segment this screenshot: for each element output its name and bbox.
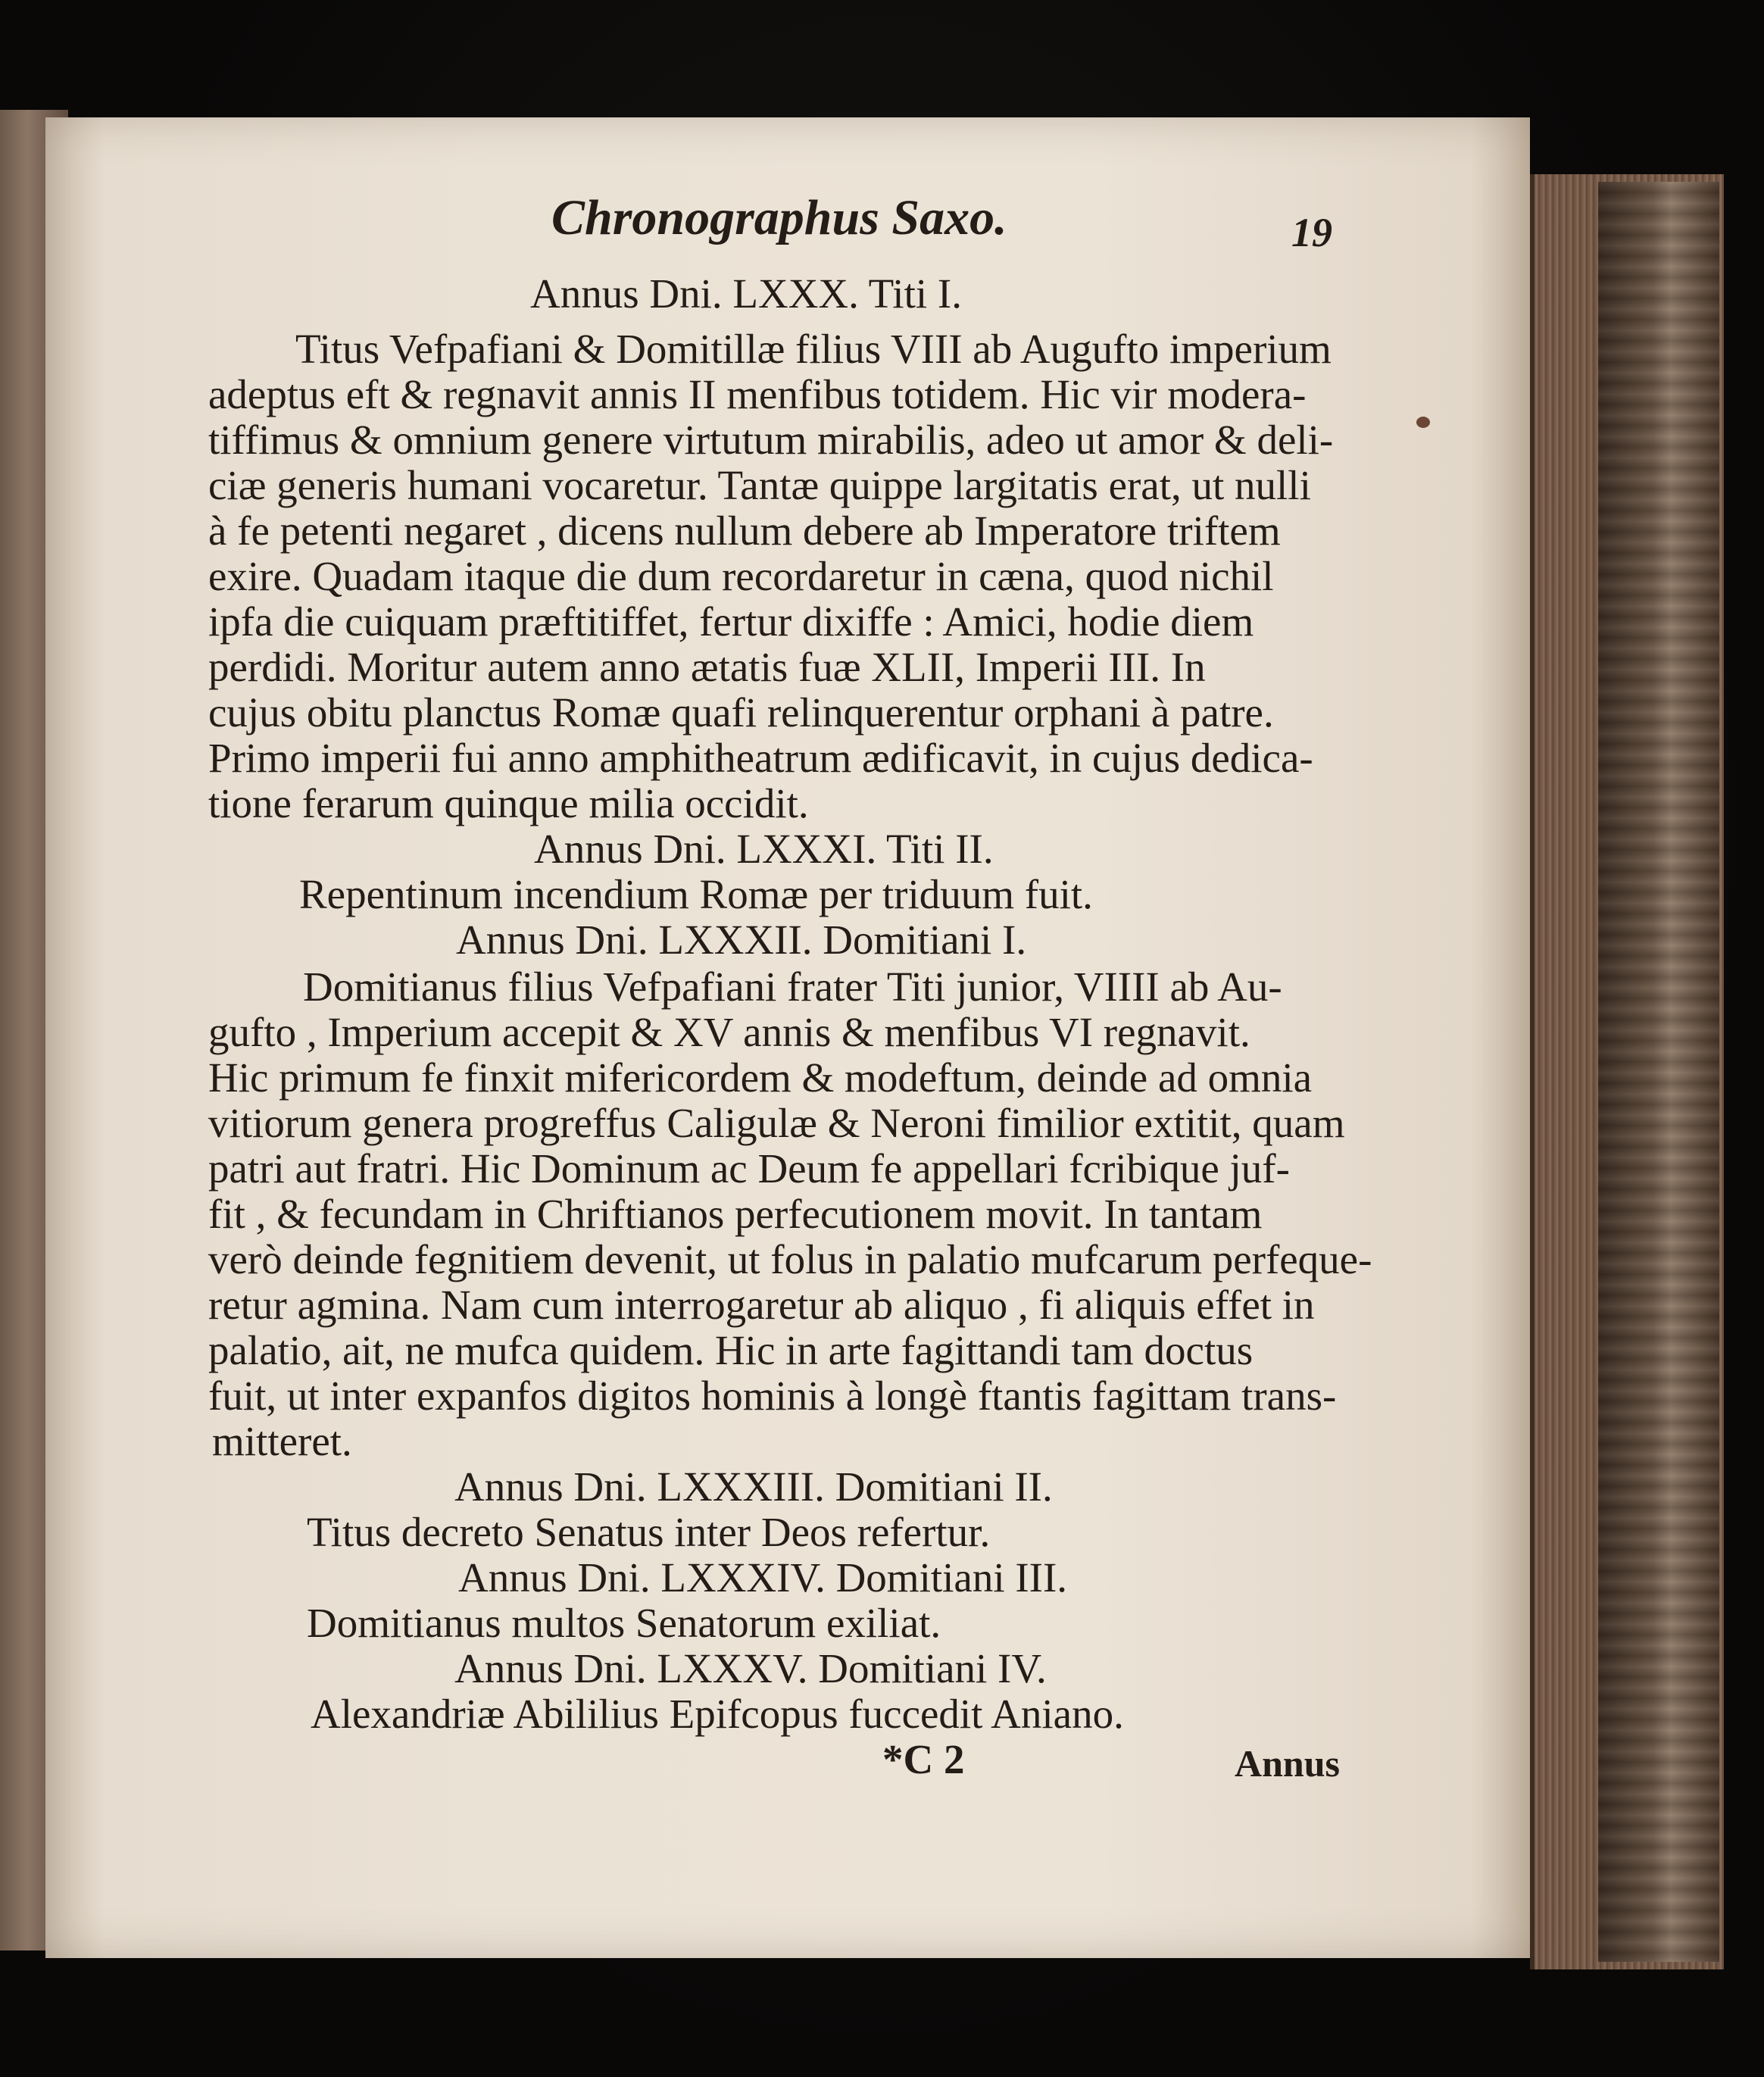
- text-line: Domitianus multos Senatorum exiliat.: [307, 1600, 941, 1646]
- book-page: [45, 117, 1530, 1958]
- text-line: exire. Quadam itaque die dum recordaretur in cæna, quod nichil: [208, 553, 1274, 599]
- entry-heading: Annus Dni. LXXXIV. Domitiani III.: [458, 1554, 1068, 1601]
- text-line: retur agmina. Nam cum interrogaretur ab aliquo , fi aliquis effet in: [208, 1282, 1315, 1328]
- book-cover-board: [1598, 182, 1719, 1962]
- text-line: vitiorum genera progreffus Caligulæ & Neroni fimilior extitit, quam: [208, 1100, 1345, 1146]
- text-line: Repentinum incendium Romæ per triduum fuit.: [299, 871, 1093, 917]
- entry-heading: Annus Dni. LXXXI. Titi II.: [534, 826, 994, 872]
- signature-mark: *C 2: [882, 1736, 965, 1782]
- text-line: mitteret.: [212, 1418, 352, 1464]
- text-line: gufto , Imperium accepit & XV annis & menfibus VI regnavit.: [208, 1009, 1250, 1055]
- text-line: tiffimus & omnium genere virtutum mirabilis, adeo ut amor & deli-: [208, 417, 1334, 463]
- catchword: Annus: [1235, 1742, 1340, 1785]
- text-line: Alexandriæ Abililius Epifcopus fuccedit Aniano.: [311, 1691, 1124, 1737]
- text-line: verò deinde fegnitiem devenit, ut folus in palatio mufcarum perfeque-: [208, 1236, 1372, 1282]
- text-line: Primo imperii fui anno amphitheatrum ædificavit, in cujus dedica-: [208, 735, 1313, 781]
- page-number: 19: [1291, 210, 1332, 255]
- text-line: patri aut fratri. Hic Dominum ac Deum fe appellari fcribique juf-: [208, 1145, 1290, 1192]
- entry-heading: Annus Dni. LXXX. Titi I.: [530, 270, 962, 317]
- text-line: à fe petenti negaret , dicens nullum debere ab Imperatore triftem: [208, 508, 1281, 554]
- text-line: tione ferarum quinque milia occidit.: [208, 780, 809, 826]
- running-head: Chronographus Saxo.: [551, 190, 1007, 245]
- entry-heading: Annus Dni. LXXXIII. Domitiani II.: [454, 1463, 1053, 1510]
- text-line: fit , & fecundam in Chriftianos perfecutionem movit. In tantam: [208, 1191, 1263, 1237]
- text-line: palatio, ait, ne mufca quidem. Hic in arte fagittandi tam doctus: [208, 1327, 1254, 1373]
- text-line: Titus decreto Senatus inter Deos refertur.: [307, 1509, 991, 1555]
- text-line: cujus obitu planctus Romæ quafi relinquerentur orphani à patre.: [208, 689, 1274, 736]
- entry-heading: Annus Dni. LXXXV. Domitiani IV.: [454, 1645, 1047, 1691]
- text-line: Hic primum fe finxit mifericordem & modeftum, deinde ad omnia: [208, 1054, 1313, 1101]
- text-line: Titus Vefpafiani & Domitillæ filius VIII ab Augufto imperium: [295, 326, 1332, 372]
- text-line: ciæ generis humani vocaretur. Tantæ quippe largitatis erat, ut nulli: [208, 462, 1311, 508]
- ornament-mark: [1416, 417, 1430, 428]
- text-line: Domitianus filius Vefpafiani frater Titi junior, VIIII ab Au-: [303, 964, 1282, 1010]
- text-line: fuit, ut inter expanfos digitos hominis à longè ftantis fagittam trans-: [208, 1373, 1337, 1419]
- entry-heading: Annus Dni. LXXXII. Domitiani I.: [456, 917, 1027, 963]
- text-line: ipfa die cuiquam præftitiffet, fertur dixiffe : Amici, hodie diem: [208, 598, 1254, 645]
- text-line: perdidi. Moritur autem anno ætatis fuæ XLII, Imperii III. In: [208, 644, 1206, 690]
- text-line: adeptus eft & regnavit annis II menfibus totidem. Hic vir modera-: [208, 371, 1307, 417]
